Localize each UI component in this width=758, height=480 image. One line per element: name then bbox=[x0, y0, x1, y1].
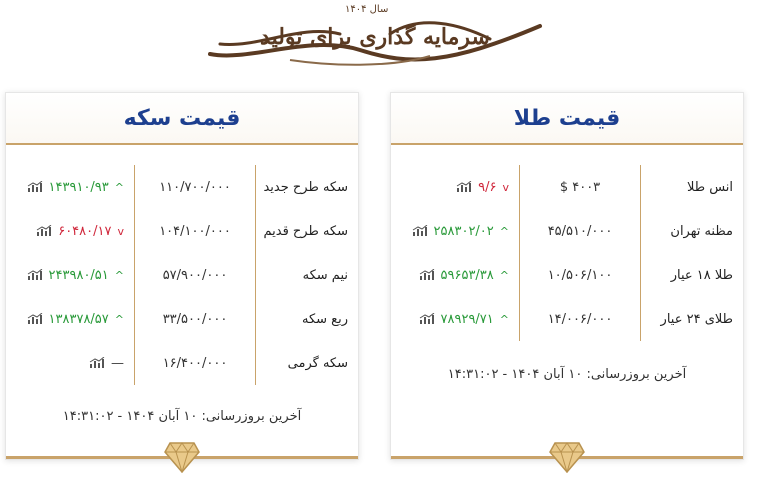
coin-price-list bbox=[6, 165, 358, 385]
item-change bbox=[391, 180, 519, 195]
banner-year: سال ۱۴۰۴ bbox=[345, 4, 389, 15]
bar-chart-icon[interactable] bbox=[27, 269, 43, 281]
item-name: طلای ۲۴ عیار bbox=[660, 311, 733, 327]
gold-price-card bbox=[390, 92, 744, 460]
bar-chart-icon[interactable] bbox=[36, 225, 52, 237]
item-change bbox=[391, 224, 519, 239]
item-price: ۱۱۰/۷۰۰/۰۰۰ bbox=[134, 165, 256, 209]
coin-card-title: قیمت سکه bbox=[123, 105, 241, 131]
item-price: ۳۳/۵۰۰/۰۰۰ bbox=[134, 297, 256, 341]
price-row bbox=[391, 297, 743, 341]
chevron-up-icon: ^ bbox=[114, 180, 124, 194]
item-price: ۴۰۰۳ $ bbox=[519, 165, 641, 209]
item-change bbox=[391, 312, 519, 327]
change-value: ۱۴۳۹۱۰/۹۳ bbox=[48, 179, 109, 195]
chevron-up-icon: ^ bbox=[114, 268, 124, 282]
item-price: ۱۴/۰۰۶/۰۰۰ bbox=[519, 297, 641, 341]
price-row bbox=[6, 297, 358, 341]
item-name: ربع سکه bbox=[302, 311, 348, 327]
chevron-down-icon: v bbox=[117, 224, 124, 238]
change-value: ۲۴۳۹۸۰/۵۱ bbox=[48, 267, 109, 283]
item-name: سکه طرح جدید bbox=[263, 179, 348, 195]
item-name: مظنه تهران bbox=[670, 223, 733, 239]
item-change bbox=[391, 268, 519, 283]
price-row bbox=[391, 209, 743, 253]
chevron-up-icon: ^ bbox=[114, 312, 124, 326]
item-name: سکه طرح قدیم bbox=[263, 223, 348, 239]
change-value: ۱۳۸۳۷۸/۵۷ bbox=[48, 311, 109, 327]
bar-chart-icon[interactable] bbox=[27, 181, 43, 193]
item-price: ۱۰/۵۰۶/۱۰۰ bbox=[519, 253, 641, 297]
gold-last-updated: آخرین بروزرسانی: ۱۰ آبان ۱۴۰۴ - ۱۴:۳۱:۰۲ bbox=[447, 367, 687, 382]
change-value: ۲۵۸۳۰۲/۰۲ bbox=[433, 223, 494, 239]
change-value: ۷۸۹۲۹/۷۱ bbox=[440, 311, 494, 327]
coin-price-card bbox=[5, 92, 359, 460]
price-row bbox=[6, 165, 358, 209]
gold-card-title: قیمت طلا bbox=[513, 105, 621, 131]
coin-last-updated: آخرین بروزرسانی: ۱۰ آبان ۱۴۰۴ - ۱۴:۳۱:۰۲ bbox=[62, 409, 302, 424]
diamond-icon bbox=[164, 441, 200, 473]
banner-calligraphy bbox=[190, 4, 560, 72]
change-value: ۹/۶ bbox=[478, 179, 497, 195]
item-price: ۵۷/۹۰۰/۰۰۰ bbox=[134, 253, 256, 297]
bar-chart-icon[interactable] bbox=[89, 357, 105, 369]
item-name: طلا ۱۸ عیار bbox=[670, 267, 733, 283]
item-price: ۱۰۴/۱۰۰/۰۰۰ bbox=[134, 209, 256, 253]
change-value: ۵۹۶۵۳/۳۸ bbox=[440, 267, 494, 283]
price-row bbox=[6, 341, 358, 385]
item-price: ۴۵/۵۱۰/۰۰۰ bbox=[519, 209, 641, 253]
item-change bbox=[6, 224, 134, 239]
gold-price-list bbox=[391, 165, 743, 341]
bar-chart-icon[interactable] bbox=[27, 313, 43, 325]
item-price: ۱۶/۴۰۰/۰۰۰ bbox=[134, 341, 256, 385]
item-name: انس طلا bbox=[686, 179, 733, 195]
item-name: سکه گرمی bbox=[287, 355, 348, 371]
coin-card-header bbox=[6, 93, 358, 145]
bar-chart-icon[interactable] bbox=[456, 181, 472, 193]
change-value: ۶۰۴۸۰/۱۷ bbox=[58, 223, 112, 239]
price-row bbox=[6, 253, 358, 297]
chevron-up-icon: ^ bbox=[499, 224, 509, 238]
item-name: نیم سکه bbox=[302, 267, 348, 283]
bar-chart-icon[interactable] bbox=[419, 313, 435, 325]
item-change bbox=[6, 312, 134, 327]
bar-chart-icon[interactable] bbox=[412, 225, 428, 237]
chevron-up-icon: ^ bbox=[499, 312, 509, 326]
change-value: — bbox=[111, 355, 124, 371]
diamond-icon bbox=[549, 441, 585, 473]
bar-chart-icon[interactable] bbox=[419, 269, 435, 281]
gold-card-header bbox=[391, 93, 743, 145]
chevron-up-icon: ^ bbox=[499, 268, 509, 282]
price-row bbox=[391, 165, 743, 209]
price-row bbox=[6, 209, 358, 253]
item-change bbox=[6, 268, 134, 283]
item-change bbox=[6, 356, 134, 371]
price-row bbox=[391, 253, 743, 297]
banner-text: سرمایه گذاری برای تولید bbox=[260, 24, 490, 50]
item-change bbox=[6, 180, 134, 195]
chevron-down-icon: v bbox=[502, 180, 509, 194]
